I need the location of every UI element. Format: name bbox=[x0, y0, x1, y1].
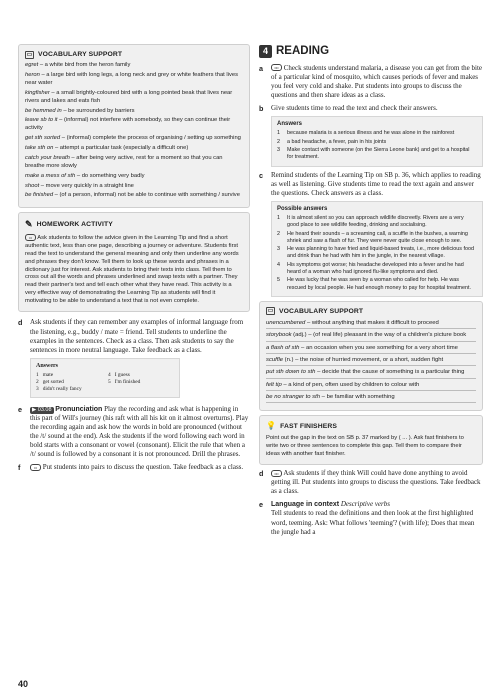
book-icon: ▭ bbox=[267, 308, 274, 315]
pairwork-icon: •• bbox=[30, 464, 41, 471]
answer-number: 1 bbox=[277, 214, 280, 221]
vocab-term: felt tip bbox=[266, 381, 282, 388]
right-column bbox=[259, 44, 483, 537]
answer-item bbox=[277, 130, 477, 137]
vocabulary-list bbox=[266, 319, 476, 403]
section-letter: e bbox=[259, 500, 263, 510]
answer-text: He was planning to have fried and liquid-based treats, i.e., more delicious food and drink than he had with him in the jungle, in the nearest village. bbox=[287, 246, 474, 260]
reading-title bbox=[259, 44, 483, 60]
section-b bbox=[259, 104, 483, 113]
vocab-definition: – (of a person, informal) not be able to continue with something / survive bbox=[53, 192, 240, 199]
vocab-entry bbox=[25, 145, 243, 153]
vocab-definition: – (informal) not interfere with somebody, so they can continue their activity bbox=[25, 117, 231, 132]
vocab-term: get sth sorted bbox=[25, 135, 61, 142]
vocab-entry bbox=[25, 108, 243, 116]
answer-item bbox=[277, 147, 477, 162]
answer-item bbox=[277, 231, 477, 246]
answer-text: a bad headache, a fever, pain in his joints bbox=[287, 138, 387, 145]
answer-number: 3 bbox=[277, 146, 280, 153]
homework-activity-box bbox=[18, 212, 250, 312]
answer-item bbox=[108, 379, 174, 386]
vocab-entry bbox=[25, 173, 243, 181]
section-text: Tell students to read the definitions and then look at the first highlighted word, teeming. Ask: What follows 'teeming'? (with life); Does that mean the jungle had a bbox=[271, 509, 475, 536]
section-e-right bbox=[259, 500, 483, 536]
vocab-term: make a mess of sth bbox=[25, 172, 76, 179]
vocab-entry bbox=[25, 117, 243, 133]
fast-finishers-text: Point out the gap in the text on SB p. 37 marked by ( ... ). Ask fast finishers to write two or three sentences to complete this gap. Tell them to compare their ideas with another fast finisher. bbox=[266, 435, 464, 458]
vocabulary-support-box-2 bbox=[259, 301, 483, 411]
section-letter: c bbox=[259, 170, 263, 180]
reading-heading: READING bbox=[276, 45, 330, 57]
vocab-definition: – an occasion when you see something for a very short time bbox=[299, 344, 458, 351]
section-text: ••• Check students understand malaria, a disease you can get from the bite of a particular kind of mosquito, which causes periods of fever and makes you feel very cold and shake. Put students into groups to discuss the questions and then share ideas as a class. bbox=[271, 63, 483, 99]
vocab-definition: – be familiar with something bbox=[320, 394, 395, 401]
vocab-entry bbox=[266, 381, 476, 391]
section-letter: e bbox=[18, 404, 22, 414]
section-letter: f bbox=[18, 463, 21, 473]
vocabulary-support-title: VOCABULARY SUPPORT bbox=[38, 51, 123, 58]
vocab-definition: – without anything that makes it difficult to proceed bbox=[305, 320, 439, 327]
page-number: 40 bbox=[18, 679, 29, 689]
vocab-term: kingfisher bbox=[25, 89, 50, 96]
pairwork-icon: •• bbox=[25, 234, 36, 241]
section-e-left bbox=[18, 405, 250, 460]
vocab-entry bbox=[266, 331, 476, 341]
answer-text: He heard their sounds – a screaming call, a scuffle in the bushes, a warning shriek and saw a flash of fur. They were never quite close enough to see. bbox=[287, 230, 468, 244]
vocab-entry bbox=[25, 155, 243, 171]
section-letter: a bbox=[259, 63, 263, 73]
answer-number: 2 bbox=[36, 379, 39, 386]
vocab-term: be hemmed in bbox=[25, 107, 62, 114]
vocab-term: scuffle bbox=[266, 357, 284, 364]
homework-activity-header bbox=[25, 218, 243, 230]
vocab-definition: – a small brightly-coloured bird with a long pointed beak that lives near rivers and lakes and eats fish bbox=[25, 89, 233, 104]
vocab-entry bbox=[266, 344, 476, 354]
vocab-entry bbox=[25, 183, 243, 191]
vocabulary-list bbox=[25, 62, 243, 200]
groupwork-icon: ••• bbox=[271, 470, 282, 477]
vocab-definition: – decide that the cause of something is a particular thing bbox=[315, 369, 465, 376]
vocab-definition: – a white bird from the heron family bbox=[38, 62, 131, 69]
vocab-definition: – (informal) complete the process of organising / setting up something bbox=[60, 135, 241, 142]
answer-number: 1 bbox=[36, 371, 39, 378]
homework-activity-title: HOMEWORK ACTIVITY bbox=[36, 220, 113, 228]
section-c bbox=[259, 171, 483, 198]
answer-item bbox=[277, 277, 477, 292]
vocab-term: a flash of sth bbox=[266, 344, 300, 351]
vocabulary-support-header bbox=[25, 50, 243, 59]
section-letter: d bbox=[259, 469, 264, 479]
section-text: •• Put students into pairs to discuss the question. Take feedback as a class. bbox=[30, 463, 250, 472]
section-text: Ask students if they can remember any examples of informal language from the listening, e.g., buddy / mate = friend. Tell students to underline the examples in the sentences. Check as a class. Then ask students to say the sentences in more neutral language. Take feedback as a class. bbox=[30, 318, 244, 354]
section-d-right bbox=[259, 469, 483, 496]
vocab-definition: – after being very active, rest for a moment so that you can breathe more slowly bbox=[25, 154, 223, 169]
groupwork-icon: ••• bbox=[271, 64, 282, 71]
vocab-entry bbox=[25, 90, 243, 106]
answer-item bbox=[108, 386, 174, 393]
vocab-term: be no stranger to sth bbox=[266, 394, 321, 401]
vocab-term: egret bbox=[25, 62, 39, 69]
section-a bbox=[259, 64, 483, 100]
vocab-entry bbox=[25, 135, 243, 143]
answers-box bbox=[30, 358, 180, 398]
pencil-icon: ✎ bbox=[25, 219, 33, 230]
answer-text: Make contact with someone (on the Sierra Leone bank) and get to a hospital for treatment. bbox=[287, 146, 470, 161]
answer-number: 3 bbox=[277, 246, 280, 253]
answers-list bbox=[277, 215, 477, 292]
answer-text: I'm finished bbox=[114, 379, 141, 386]
answer-number: 4 bbox=[108, 371, 111, 378]
answers-list bbox=[277, 130, 477, 161]
vocab-entry bbox=[25, 72, 243, 88]
vocab-entry bbox=[25, 62, 243, 70]
answers-box-c bbox=[271, 201, 483, 297]
vocab-definition: (adj.) – (of real life) pleasant in the way of a children's picture book bbox=[291, 332, 467, 339]
vocab-entry bbox=[266, 356, 476, 366]
vocab-term: storybook bbox=[266, 332, 292, 339]
answer-text: because malaria is a serious illness and he was alone in the rainforest bbox=[287, 130, 455, 137]
vocab-definition: – a large bird with long legs, a long neck and grey or white feathers that lives near water bbox=[25, 72, 239, 86]
vocab-term: shoot bbox=[25, 182, 40, 189]
section-text: ••• Ask students if they think Will could have done anything to avoid getting ill. Put students into groups to discuss the questions. Take feedback as a class. bbox=[271, 469, 481, 496]
answer-text: didn't really fancy bbox=[42, 386, 82, 393]
answer-text: It is almost silent so you can approach wildlife discreetly. Rivers are a very good place to see wildlife feeding, drinking and socialising. bbox=[287, 214, 464, 229]
answer-number: 4 bbox=[277, 261, 280, 268]
language-in-context-heading: Language in context Descriptive verbs bbox=[271, 500, 390, 509]
vocab-definition: – do something very badly bbox=[75, 172, 145, 179]
vocabulary-support-box bbox=[18, 44, 250, 208]
section-f-left bbox=[18, 463, 250, 472]
answer-text: mate bbox=[42, 371, 54, 378]
lightbulb-icon: 💡 bbox=[266, 421, 277, 431]
answer-item bbox=[277, 246, 477, 261]
vocab-term: leave sb to it bbox=[25, 117, 58, 124]
vocab-term: unencumbered bbox=[266, 320, 306, 327]
audio-track-badge: ▶ 03.08 bbox=[32, 406, 52, 413]
answer-text: I guess bbox=[114, 371, 130, 378]
answer-text: get sorted bbox=[42, 379, 64, 386]
section-number: 4 bbox=[259, 45, 272, 58]
vocab-definition: (n.) – the noise of hurried movement, or a short, sudden fight bbox=[283, 357, 444, 364]
answers-title: Answers bbox=[277, 121, 303, 128]
vocab-definition: – a kind of pen, often used by children to colour with bbox=[281, 381, 420, 388]
left-column bbox=[18, 44, 250, 473]
answer-number: 5 bbox=[108, 379, 111, 386]
answer-item bbox=[277, 139, 477, 146]
answer-item bbox=[277, 215, 477, 230]
vocab-term: put sth down to sth bbox=[266, 369, 316, 376]
vocab-term: be finished bbox=[25, 192, 54, 199]
vocab-term: catch your breath bbox=[25, 154, 70, 161]
section-d-left bbox=[18, 318, 250, 400]
answer-number: 2 bbox=[277, 138, 280, 145]
vocab-entry bbox=[25, 192, 243, 200]
vocab-term: heron bbox=[25, 72, 40, 79]
vocab-definition: – attempt a particular task (especially a difficult one) bbox=[53, 145, 189, 152]
vocabulary-support-title: VOCABULARY SUPPORT bbox=[279, 307, 364, 315]
section-letter: d bbox=[18, 318, 23, 328]
vocab-definition: – move very quickly in a straight line bbox=[39, 182, 134, 189]
vocab-definition: – be surrounded by barriers bbox=[61, 107, 135, 114]
answer-text: He was lucky that he was seen by a woman who called for help. He was rescued by local people. He had enough money to pay for hospital treatment. bbox=[287, 277, 471, 291]
homework-activity-text: •• Ask students to follow the advice given in the Learning Tip and find a short authentic text, less than one page, describing a journey or adventure. Students first read the text to understand the general meaning and only then underline any words and phrases they don't know. Tell them to look up these words and phrases in a dictionary just for interest. Ask students to bring their texts into class. Tell them to cross out all the words and phrases underlined and swap texts with a partner. They read their partner's text and tell each other what they have read. This activity is a very effective way of demonstrating the Learning Tip as students will find it motivating to be able to understand a text that is not even complete. bbox=[25, 234, 239, 305]
answer-number: 3 bbox=[36, 386, 39, 393]
vocab-entry bbox=[266, 368, 476, 378]
vocab-entry bbox=[266, 319, 476, 329]
fast-finishers-box bbox=[259, 415, 483, 465]
answers-title: Answers bbox=[36, 362, 58, 369]
answer-item bbox=[277, 262, 477, 277]
vocabulary-support-header bbox=[266, 307, 476, 316]
answers-box-b bbox=[271, 116, 483, 166]
pronunciation-text: ▶ 03.08 Pronunciation Play the recording and ask what is happening in this part of Will's journey (his raft with all his kit on it almost overturns). Play the recording again and ask how the words in bold are pronounced (without the /t/ sound at the end). Ask the students if the word following each word in bold starts with a consonant or vowel (consonant). Elicit the rule that when a /t/ sound is followed by a consonant it is not pronounced. Drill the phrases. bbox=[30, 404, 249, 459]
vocab-entry bbox=[266, 393, 476, 403]
fast-finishers-header bbox=[266, 421, 476, 432]
answer-number: 1 bbox=[277, 130, 280, 137]
answer-number: 5 bbox=[277, 277, 280, 284]
answers-grid bbox=[36, 372, 174, 394]
section-text: Remind students of the Learning Tip on SB p. 36, which applies to reading as well as listening. Give students time to read the text again and answer the questions. Check answers as a class. bbox=[271, 170, 481, 197]
vocab-term: take sth on bbox=[25, 145, 54, 152]
section-letter: b bbox=[259, 103, 264, 113]
fast-finishers-title: FAST FINISHERS bbox=[280, 423, 337, 431]
answer-text: His symptoms got worse; his headache developed into a fever and he had heard of a woman who had ignored flu-like symptoms and died. bbox=[287, 261, 464, 275]
book-icon: ▭ bbox=[26, 51, 33, 58]
answer-number: 2 bbox=[277, 230, 280, 237]
answer-item bbox=[36, 372, 102, 379]
answers-title: Possible answers bbox=[277, 205, 328, 212]
answer-item bbox=[36, 386, 102, 393]
section-text: Give students time to read the text and check their answers. bbox=[271, 103, 438, 112]
